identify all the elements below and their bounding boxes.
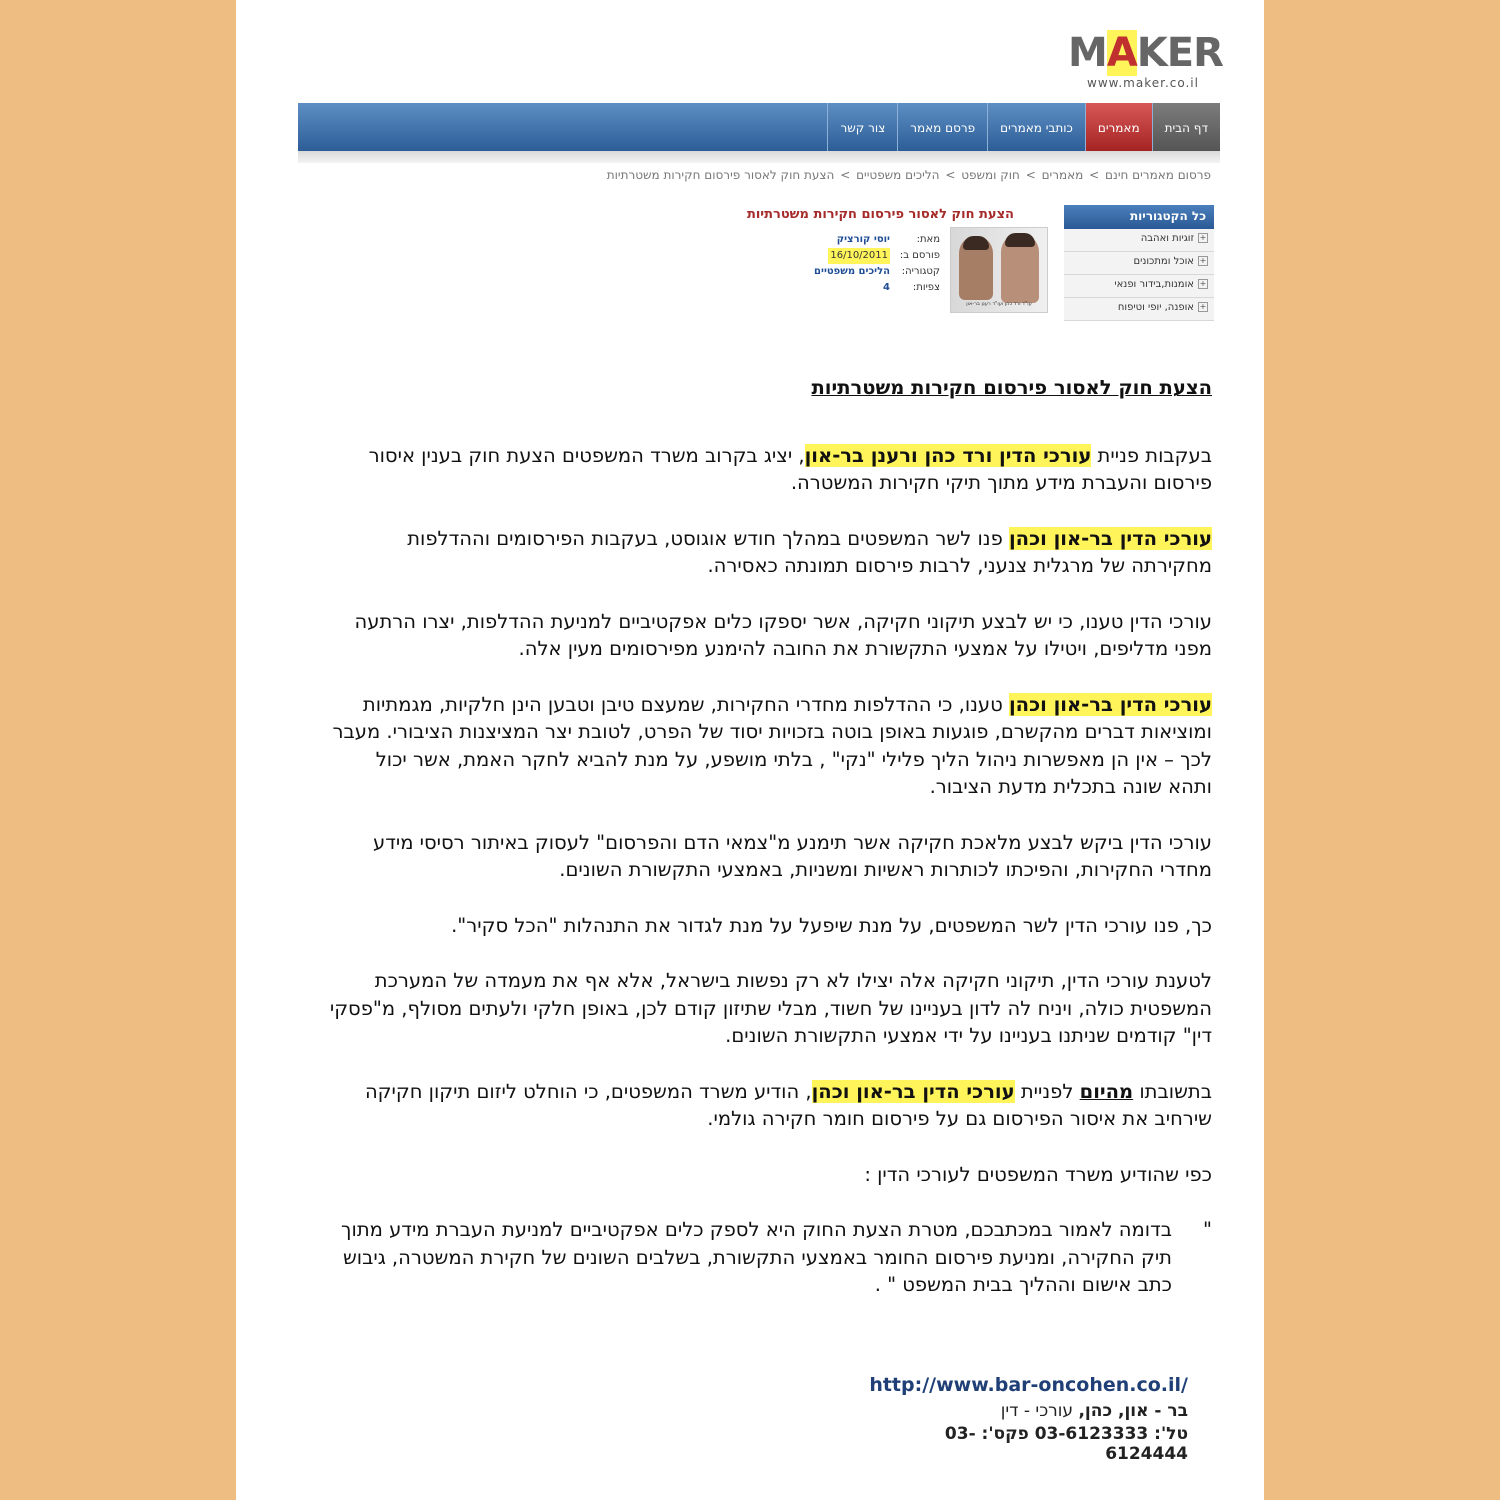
paragraph: בעקבות פניית עורכי הדין ורד כהן ורענן בר-און, יציג בקרוב משרד המשפטים הצעת חוק בענין איסור פירסום והעברת מידע מתוך תיקי חקירות המשטרה. [368,443,1212,494]
underlined-text: מהיום [1079,1079,1134,1103]
publish-date: 16/10/2011 [828,248,890,264]
nav-shadow [298,151,1220,163]
breadcrumb-current: הצעת חוק לאסור פירסום חקירות משטרתיות [606,168,835,182]
highlighted-text: עורכי הדין בר-און וכהן [811,1079,1015,1103]
category-item[interactable]: +אופנה, יופי וטיפוח [1064,298,1214,321]
breadcrumb-item[interactable]: פרסום מאמרים חינם [1105,168,1211,182]
meta-label: קטגוריה: [901,266,940,277]
category-link[interactable]: הליכים משפטיים [814,266,890,277]
breadcrumb-separator: > [840,168,851,182]
category-item[interactable]: +זוגיות ואהבה [1064,229,1214,252]
meta-label: פורסם ב: [899,250,940,261]
paragraph: עורכי הדין ביקש לבצע מלאכת חקיקה אשר תימנע מ"צמאי הדם והפרסום" לעסוק באיתור רסיסי מידע מחדרי החקירות, והפיכתו לכותרות ראשיות ומשניות, באמצעי התקשורת השונים. [373,830,1212,881]
meta-label: מאת: [916,234,940,245]
breadcrumb-separator: > [1025,168,1036,182]
person-image [959,236,993,300]
main-nav [298,103,1220,151]
highlighted-text: עורכי הדין בר-און וכהן [1008,526,1212,550]
quotation: " בדומה לאמור במכתבכם, מטרת הצעת החוק היא לספק כלים אפקטיביים למניעת העברת מידע מתוך תיק החקירה, ומניעת פירסום החומר באמצעי התקשורת, בשלבים השונים של חקירת המשטרה, גיבוש כתב אישום וההליך בבית המשפט " . [341,1218,1212,1296]
maker-logo[interactable] [1068,30,1223,90]
breadcrumb-item[interactable]: מאמרים [1041,168,1084,182]
category-item[interactable]: +אומנות,בידור ופנאי [1064,275,1214,298]
category-item[interactable]: +אוכל ומתכונים [1064,252,1214,275]
author-link[interactable]: יוסי קורציק [836,234,890,245]
tab-home[interactable]: דף הבית [1152,103,1220,151]
category-header[interactable]: כל הקטגוריות [1064,205,1214,229]
expand-icon[interactable]: + [1199,302,1207,311]
footer-phone: טל': 03-6123333 פקס': 03-6124444 [944,1424,1188,1464]
expand-icon[interactable]: + [1199,256,1207,265]
expand-icon[interactable]: + [1199,233,1207,242]
quote-mark: " [1203,1218,1212,1241]
logo-url: www.maker.co.il [1087,76,1199,90]
paragraph: עורכי הדין בר-און וכהן טענו, כי ההדלפות מחדרי החקירות, שמעצם טיבן וטבען הינן חלקיות, מגמתיות ומוציאות דברים מהקשרם, פוגעות באופן בוטה בזכויות יסוד של הפרט, לטובת יצר המציצנות הציבורי. מעבר לכך – אין הן מאפשרות ניהול הליך פלילי "נקי" , בלתי מושפע, על מנת להביא לחקר האמת, אשר יכול ותהא שונה בתכלית מדעת הציבור. [332,692,1212,798]
highlighted-text: עורכי הדין ורד כהן ורענן בר-און [804,443,1092,467]
person-image [1001,233,1039,303]
view-count: 4 [883,282,890,293]
paragraph: עורכי הדין בר-און וכהן פנו לשר המשפטים במהלך חודש אוגוסט, בעקבות הפירסומים וההדלפות מחקירתה של מרגלית צנעני, לרבות פירסום תמונתה כאסירה. [407,526,1212,577]
article-body [326,374,1212,1327]
photo-caption: עו"ד ורד כהן ועו"ד רענן בר-און [966,301,1032,307]
meta-label: צפיות: [912,282,940,293]
tab-writers[interactable]: כותבי מאמרים [987,103,1085,151]
breadcrumb-item[interactable]: חוק ומשפט [961,168,1020,182]
breadcrumb-separator: > [945,168,956,182]
paragraph: בתשובתו מהיום לפניית עורכי הדין בר-און וכהן, הודיע משרד המשפטים, כי הוחלט ליזום תיקון חקיקה שירחיב את איסור הפירסום גם על פירסום חומר חקירה גולמי. [364,1079,1212,1130]
article-meta [800,232,940,296]
tab-contact[interactable]: צור קשר [827,103,897,151]
category-sidebar [1064,205,1214,321]
highlighted-text: עורכי הדין בר-און וכהן [1008,692,1212,716]
expand-icon[interactable]: + [1199,279,1207,288]
footer-url[interactable]: http://www.bar-oncohen.co.il/ [869,1374,1188,1396]
article-heading: הצעת חוק לאסור פירסום חקירות משטרתיות [811,376,1212,399]
breadcrumb [540,168,1212,182]
paragraph: כך, פנו עורכי הדין לשר המשפטים, על מנת שיפעל על מנת לגדור את התנהלות "הכל סקיר". [451,913,1212,937]
tab-publish[interactable]: פרסם מאמר [897,103,987,151]
breadcrumb-item[interactable]: הליכים משפטיים [856,168,940,182]
tab-articles[interactable]: מאמרים [1085,103,1152,151]
paragraph: לטענת עורכי הדין, תיקוני חקיקה אלה יצילו לא רק נפשות בישראל, אלא אף את מעמדה של המערכת המשפטית כולה, ויניח לה לדון בעניינו של חשוד, מבלי שתיזון קודם לכן, באופן חלקי ולעתים מסולף, מ"פסקי דין" קודמים שניתנו בעניינו על ידי אמצעי התקשורת השונים. [329,969,1212,1047]
article-page-title: הצעת חוק לאסור פירסום חקירות משטרתיות [746,207,1014,222]
footer [868,1374,1188,1464]
paragraph: כפי שהודיע משרד המשפטים לעורכי הדין : [864,1162,1212,1186]
breadcrumb-separator: > [1089,168,1100,182]
paragraph: עורכי הדין טענו, כי יש לבצע תיקוני חקיקה, אשר יספקו כלים אפקטיביים למניעת ההדלפות, יצרו הרתעה מפני מדליפים, ויטילו על אמצעי התקשורת את החובה להימנע מפירסומים מעין אלה. [354,609,1212,660]
footer-firm: בר - און, כהן, עורכי - דין [1000,1401,1188,1421]
logo-wordmark: MAKER [1068,30,1223,76]
